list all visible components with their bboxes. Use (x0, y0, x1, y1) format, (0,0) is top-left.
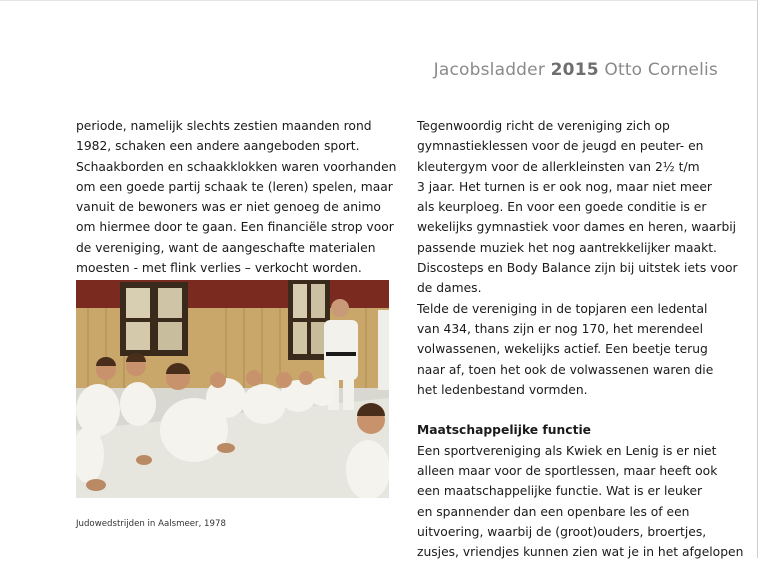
text-line: vanuit de bewoners was er niet genoeg de animo (76, 200, 381, 215)
left-column (76, 116, 396, 278)
text-line: gymnastieklessen voor de jeugd en peuter- en (417, 139, 704, 154)
judo-photo (76, 280, 389, 498)
text-line: als keurploeg. En voor een goede conditie is er (417, 200, 707, 215)
text-line: wekelijks gymnastiek voor dames en heren, waarbij (417, 220, 737, 235)
right-column (417, 116, 744, 563)
text-line: kleutergym voor de allerkleinsten van 2½ t/m (417, 159, 700, 174)
text-line: 1982, schaken een andere aangeboden sport. (76, 139, 360, 154)
text-line: volwassenen, wekelijks actief. Een beetje terug (417, 342, 708, 357)
text-line: en spannender dan een openbare les of een (417, 504, 690, 519)
photo-caption: Judowedstrijden in Aalsmeer, 1978 (76, 519, 226, 529)
text-line: Telde de vereniging in de topjaren een ledental (417, 301, 708, 316)
text-line: om een goede partij schaak te (leren) spelen, maar (76, 179, 393, 194)
page-header (434, 60, 718, 80)
text-line: van 434, thans zijn er nog 170, het merendeel (417, 321, 704, 336)
section-heading: Maatschappelijke functie (417, 423, 592, 438)
text-line: periode, namelijk slechts zestien maanden rond (76, 119, 372, 133)
text-line: Discosteps en Body Balance zijn bij uitstek iets voor (417, 261, 738, 276)
publication-name: Jacobsladder (433, 60, 546, 80)
text-line: Tegenwoordig richt de vereniging zich op (417, 119, 670, 133)
text-line: Een sportvereniging als Kwiek en Lenig is er niet (417, 443, 717, 458)
text-line: de vereniging, want de aangeschafte materialen (76, 240, 376, 255)
text-line: moesten - met flink verlies – verkocht worden. (76, 261, 362, 276)
text-line: een maatschappelijke functie. Wat is er leuker (417, 484, 703, 499)
publication-year: 2015 (550, 60, 599, 80)
text-line: naar af, toen het ook de volwassenen waren die (417, 362, 714, 377)
judo-photo-illustration (76, 280, 389, 498)
text-line: het ledenbestand vormden. (417, 382, 588, 397)
text-line: uitvoering, waarbij de (groot)ouders, broertjes, (417, 524, 707, 539)
text-line: Schaakborden en schaakklokken waren voorhanden (76, 159, 397, 174)
text-line: om hiermee door te gaan. Een financiële strop voor (76, 220, 394, 235)
text-line: alleen maar voor de sportlessen, maar heeft ook (417, 464, 718, 479)
text-line: de dames. (417, 281, 482, 296)
text-line: zusjes, vriendjes kunnen zien wat je in het afgelopen (417, 545, 744, 560)
text-line: 3 jaar. Het turnen is er ook nog, maar niet meer (417, 179, 712, 194)
author-name: Otto Cornelis (604, 60, 718, 80)
paragraph-gap (417, 400, 737, 420)
text-line: passende muziek het nog aantrekkelijker maakt. (417, 240, 717, 255)
